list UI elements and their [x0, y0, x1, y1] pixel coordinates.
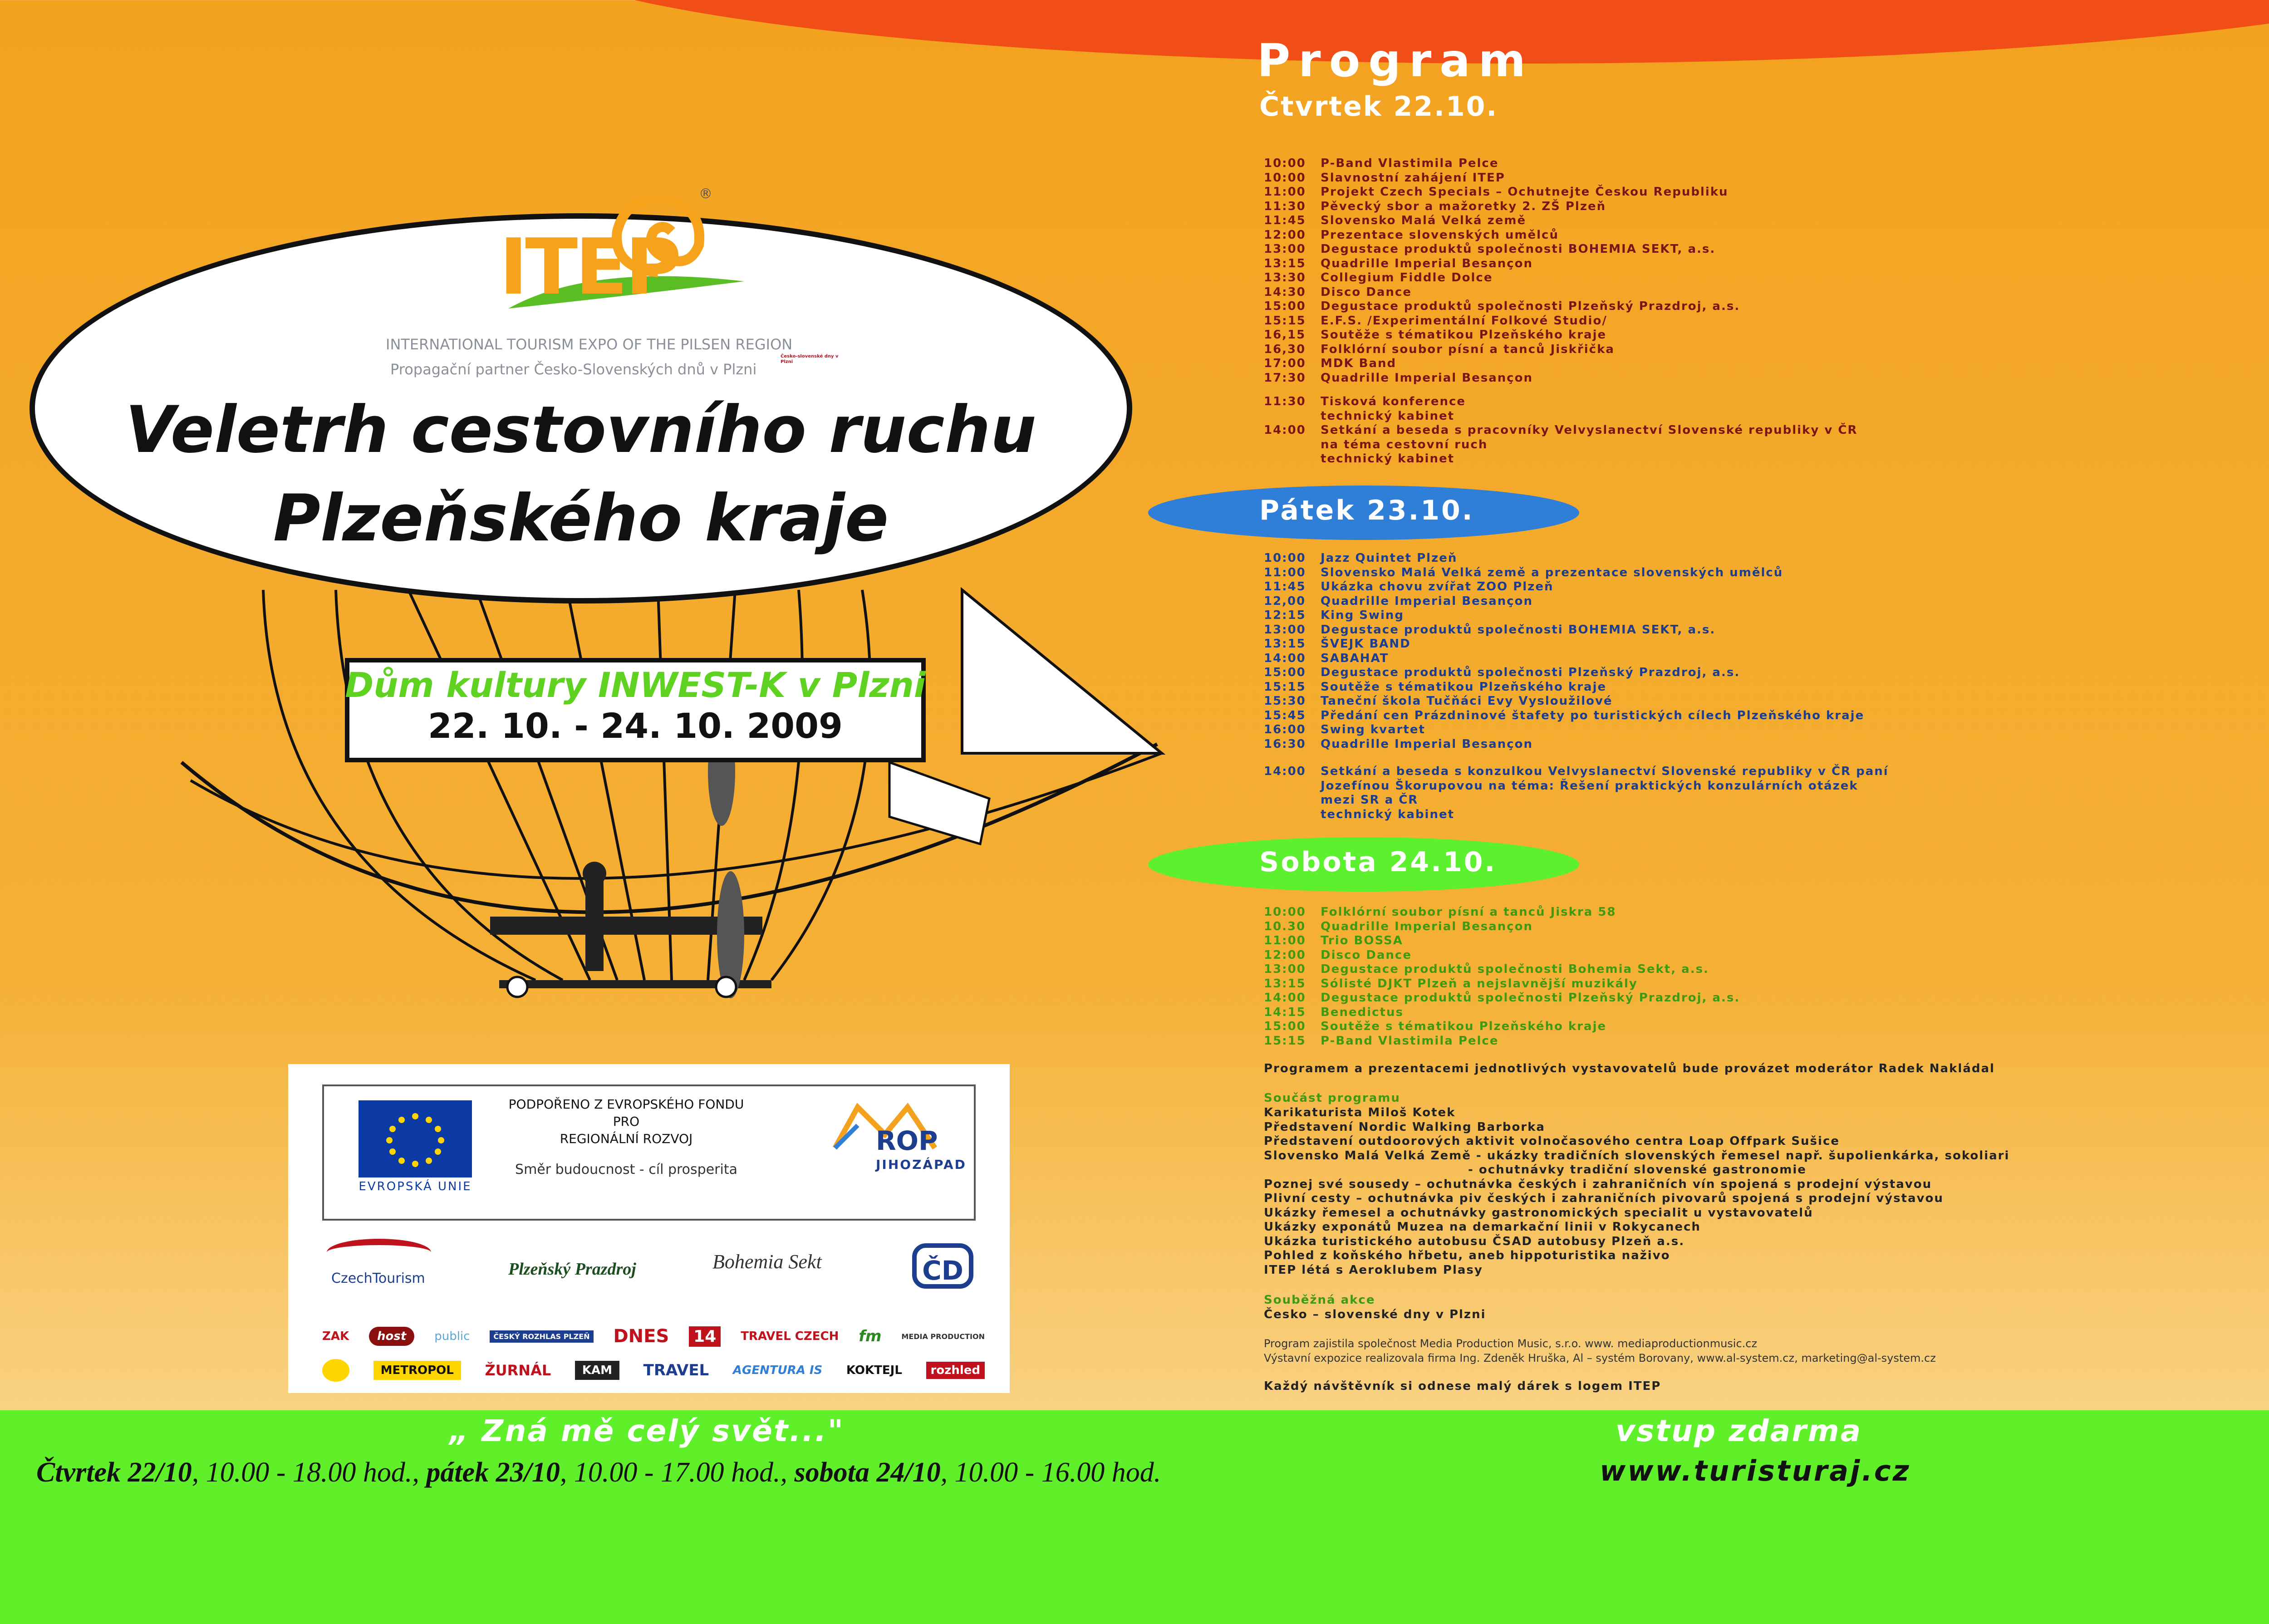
friday-extra [1264, 765, 1889, 822]
title-line1: Veletrh cestovního ruchu [125, 393, 1036, 467]
friday-heading: Pátek 23.10. [1259, 495, 1474, 526]
program-row: 10:00 Folklórní soubor písní a tanců Jiskra 58 [1264, 905, 1616, 919]
thursday-extra [1264, 395, 1857, 466]
program-row: 11:30 Tisková konference [1264, 395, 1466, 408]
venue-text: Dům kultury INWEST-K v Plzni [345, 665, 926, 705]
program-row: technický kabinet [1321, 409, 1455, 423]
footer-website[interactable]: www.turisturaj.cz [1600, 1454, 1911, 1487]
rop-sub: JIHOZÁPAD [876, 1157, 967, 1172]
credits [1264, 1336, 1936, 1365]
program-row: na téma cestovní ruch [1321, 437, 1488, 451]
program-row: 13:00 Degustace produktů společnosti BOHEMIA SEKT, a.s. [1264, 242, 1716, 256]
program-title: Program [1257, 34, 1534, 87]
eu-flag-icon [359, 1100, 472, 1178]
opening-day-friday: pátek 23/10 [426, 1457, 560, 1488]
thursday-program [1264, 157, 1740, 385]
wheel-left [507, 977, 527, 997]
footer-entry: vstup zdarma [1616, 1413, 1862, 1448]
sponsor-row-partners [322, 1357, 985, 1384]
soucast-heading: Součást programu [1264, 1091, 1400, 1105]
sponsor-kam: KAM [575, 1361, 619, 1380]
cs-days-mini-logo: Česko-slovenské dny v Plzni [781, 354, 839, 364]
program-row: 14:00 Setkání a beseda s konzulkou Velvyslanectví Slovenské republiky v ČR paní [1264, 765, 1889, 778]
itep-logo-text: ITEP [499, 222, 679, 312]
program-row: 12:15 King Swing [1264, 608, 1405, 622]
program-row: 11:30 Pěvecký sbor a mažoretky 2. ZŠ Plzeň [1264, 199, 1606, 213]
program-row: Jozefínou Škorupovou na téma: Řešení praktických konzulárních otázek [1321, 779, 1858, 793]
opening-time: , 10.00 - 16.00 hod. [940, 1457, 1161, 1488]
airship-rigging-illustration [0, 545, 1189, 1025]
program-row: 14:30 Disco Dance [1264, 285, 1412, 299]
pilot-head [583, 862, 606, 885]
title-line2: Plzeňského kraje [273, 481, 889, 556]
sponsor-public: public [434, 1330, 470, 1343]
sponsor-14: 14 [689, 1326, 721, 1347]
program-row: 10:00 Slavnostní zahájení ITEP [1264, 171, 1505, 185]
program-row: 10:00 Jazz Quintet Plzeň [1264, 551, 1458, 565]
eu-pro: PRO [613, 1114, 640, 1129]
opening-day-thursday: Čtvrtek 22/10 [36, 1457, 192, 1488]
program-row: 12:00 Disco Dance [1264, 948, 1412, 962]
itep-subtitle: INTERNATIONAL TOURISM EXPO OF THE PILSEN REGION [386, 336, 793, 353]
program-row: 15:30 Taneční škola Tučňáci Evy Vysloužilové [1264, 694, 1613, 708]
program-row: 15:15 E.F.S. /Experimentální Folkové Studio/ [1264, 314, 1607, 328]
program-row: 15:15 Soutěže s tématikou Plzeňského kraje [1264, 680, 1607, 694]
sponsor-rozhled: rozhled [926, 1362, 985, 1379]
sponsor-dnes: DNES [613, 1326, 669, 1347]
program-row: 13:15 Quadrille Imperial Besançon [1264, 256, 1533, 270]
program-row: 15:00 Degustace produktů společnosti Plzeňský Prazdroj, a.s. [1264, 299, 1740, 313]
flag [889, 762, 989, 844]
program-row: 13:00 Degustace produktů společnosti BOHEMIA SEKT, a.s. [1264, 623, 1716, 637]
sponsor-zak: ZAK [322, 1330, 349, 1343]
program-row: mezi SR a ČR [1321, 793, 1419, 807]
program-row: 14:00 Degustace produktů společnosti Plzeňský Prazdroj, a.s. [1264, 991, 1740, 1005]
list-item: - ochutnávky tradiční slovenské gastronomie [1468, 1163, 1807, 1177]
opening-time: , 10.00 - 17.00 hod., [560, 1457, 795, 1488]
eu-fund: REGIONÁLNÍ ROZVOJ [560, 1131, 693, 1146]
program-row: 14:15 Benedictus [1264, 1005, 1404, 1019]
footer-slogan: „ Zná mě celý svět..." [449, 1413, 845, 1448]
program-row: 11:45 Ukázka chovu zvířat ZOO Plzeň [1264, 580, 1554, 594]
list-item: Představení Nordic Walking Barborka [1264, 1120, 1545, 1134]
soubezna-heading: Souběžná akce [1264, 1293, 1375, 1307]
footer-opening-hours [36, 1457, 1161, 1489]
program-row: 15:15 P-Band Vlastimila Pelce [1264, 1034, 1499, 1048]
gift-note: Každý návštěvník si odnese malý dárek s logem ITEP [1264, 1379, 1661, 1393]
sponsor-travel: TRAVEL [643, 1361, 709, 1379]
opening-time: , 10.00 - 18.00 hod., [192, 1457, 427, 1488]
eu-motto: Směr budoucnost - cíl prosperita [515, 1162, 737, 1178]
program-row: 13:15 Sólisté DJKT Plzeň a nejslavnější muzikály [1264, 976, 1638, 991]
list-item: Představení outdoorových aktivit volnočasového centra Loap Offpark Sušice [1264, 1134, 1840, 1148]
program-row: 11:00 Projekt Czech Specials – Ochutnejte Českou Republiku [1264, 185, 1729, 199]
itep-partner: Propagační partner Česko-Slovenských dnů v Plzni [390, 361, 757, 378]
sponsor-cesky-rozhlas: ČESKÝ ROZHLAS PLZEŇ [490, 1330, 593, 1343]
program-row: 14:00 SABAHAT [1264, 651, 1389, 665]
event-dates: 22. 10. - 24. 10. 2009 [428, 706, 843, 746]
bottom-green-band [0, 1410, 2269, 1624]
list-item: Karikaturista Miloš Kotek [1264, 1106, 1456, 1119]
list-item: ITEP létá s Aeroklubem Plasy [1264, 1263, 1483, 1277]
sponsor-metropol: METROPOL [373, 1361, 461, 1380]
list-item: Pohled z koňského hřbetu, aneb hippoturistika naživo [1264, 1249, 1670, 1262]
program-row: 13:15 ŠVEJK BAND [1264, 637, 1411, 651]
sponsor-row-media [322, 1323, 985, 1350]
program-row: 10:00 P-Band Vlastimila Pelce [1264, 157, 1499, 170]
program-row: 16:30 Quadrille Imperial Besançon [1264, 737, 1533, 751]
program-row: 16:00 Swing kvartet [1264, 723, 1425, 736]
program-row: 11:00 Slovensko Malá Velká země a prezentace slovenských umělců [1264, 565, 1783, 579]
sponsor-media-production: MEDIA PRODUCTION [901, 1332, 985, 1341]
list-item: Poznej své sousedy – ochutnávka českých i zahraničních vín spojená s prodejní výstavou [1264, 1177, 1932, 1191]
credit-line: Program zajistila společnost Media Production Music, s.r.o. www. mediaproductionmusic.cz [1264, 1337, 1758, 1350]
program-row: 11:00 Trio BOSSA [1264, 934, 1403, 947]
program-row: 11:45 Slovensko Malá Velká země [1264, 214, 1527, 227]
program-row: 12:00 Prezentace slovenských umělců [1264, 228, 1559, 242]
wheel-right [716, 977, 736, 997]
program-row: 16,15 Soutěže s tématikou Plzeňského kraje [1264, 328, 1607, 342]
eu-supported: PODPOŘENO Z EVROPSKÉHO FONDU [508, 1097, 744, 1112]
list-item: Ukázky exponátů Muzea na demarkační linii v Rokycanech [1264, 1220, 1701, 1234]
program-row: technický kabinet [1321, 807, 1455, 821]
list-item: Slovensko Malá Velká Země - ukázky tradičních slovenských řemesel např. šupolienkárka, sokoliari [1264, 1148, 2010, 1163]
rop-logo-text: ROP [876, 1125, 938, 1156]
sponsor-zurnal: ŽURNÁL [485, 1362, 551, 1379]
program-row: technický kabinet [1321, 452, 1455, 466]
saturday-program [1264, 905, 1740, 1048]
friday-program [1264, 551, 1864, 751]
program-row: 15:00 Soutěže s tématikou Plzeňského kraje [1264, 1020, 1607, 1033]
program-row: 15:00 Degustace produktů společnosti Plzeňský Prazdroj, a.s. [1264, 666, 1740, 679]
sponsor-fm: fm [859, 1327, 882, 1345]
soucast-list [1264, 1106, 2009, 1277]
program-row: 14:00 Setkání a beseda s pracovníky Velvyslanectví Slovenské republiky v ČR [1264, 423, 1858, 437]
eu-union-label: EVROPSKÁ UNIE [359, 1180, 472, 1193]
program-row: 15:45 Předání cen Prázdninové štafety po turistických cílech Plzeňského kraje [1264, 708, 1865, 722]
sponsor-travel-czech: TRAVEL CZECH [741, 1330, 839, 1343]
program-row: 13:30 Collegium Fiddle Dolce [1264, 271, 1493, 285]
list-item: Plivní cesty – ochutnávka piv českých i zahraničních pivovarů spojená s prodejní výstavou [1264, 1192, 1944, 1205]
program-row: 10.30 Quadrille Imperial Besançon [1264, 919, 1533, 933]
moderator-note: Programem a prezentacemi jednotlivých vystavovatelů bude provázet moderátor Radek Nakládal [1264, 1062, 1995, 1075]
sponsor-prazdroj: Plzeňský Prazdroj [508, 1260, 636, 1279]
sponsor-koktejl: KOKTEJL [846, 1364, 902, 1377]
sponsor-round-logo [322, 1359, 349, 1382]
list-item: Ukázky řemesel a ochutnávky gastronomických specialit u vystavovatelů [1264, 1206, 1813, 1220]
program-row: 17:00 MDK Band [1264, 357, 1397, 370]
credit-line: Výstavní expozice realizovala firma Ing. Zdeněk Hruška, Al – systém Borovany, www.al-system.cz, marketing@al-system.cz [1264, 1352, 1936, 1364]
program-row: 12,00 Quadrille Imperial Besançon [1264, 594, 1533, 608]
sponsor-host: host [369, 1327, 414, 1346]
opening-day-saturday: sobota 24/10 [794, 1457, 941, 1488]
sponsor-czechtourism: CzechTourism [331, 1271, 425, 1286]
eu-support-text [499, 1096, 753, 1148]
pilot-figure [585, 880, 604, 971]
sponsor-cd-logo: ČD [912, 1243, 973, 1289]
program-row: 16,30 Folklórní soubor písní a tanců Jiskřička [1264, 342, 1615, 356]
czechtourism-swoosh [327, 1239, 431, 1266]
program-row: 17:30 Quadrille Imperial Besançon [1264, 371, 1533, 385]
rudder-sail [962, 590, 1162, 753]
soubezna-item: Česko – slovenské dny v Plzni [1264, 1308, 1486, 1321]
saturday-heading: Sobota 24.10. [1259, 846, 1497, 878]
program-row: 13:00 Degustace produktů společnosti Bohemia Sekt, a.s. [1264, 962, 1709, 976]
sponsor-bohemia-sekt: Bohemia Sekt [712, 1251, 822, 1273]
sponsor-agentura-is: AGENTURA IS [732, 1364, 823, 1377]
thursday-heading: Čtvrtek 22.10. [1259, 91, 1498, 123]
registered-mark: ® [699, 186, 712, 202]
list-item: Ukázka turistického autobusu ČSAD autobusy Plzeň a.s. [1264, 1234, 1685, 1248]
